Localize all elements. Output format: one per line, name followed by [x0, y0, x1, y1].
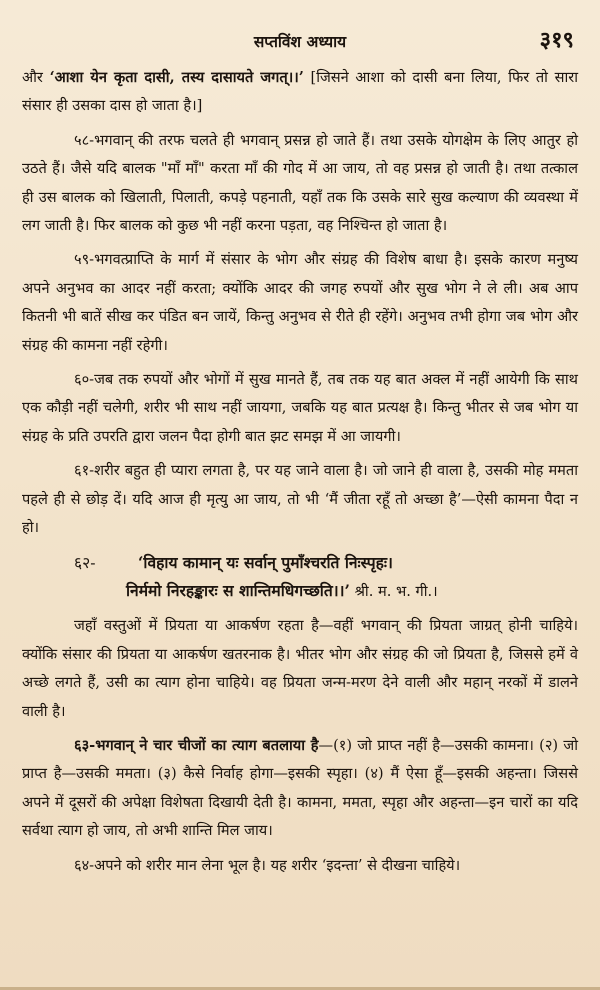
paragraph-63-text: —(१) जो प्राप्त नहीं है—उसकी कामना। (२) जो प्राप्त है—उसकी ममता। (३) कैसे निर्वाह होगा—इसकी स्पृहा। (४) मैं ऐसा हूँ—इसकी अहन्ता। जिससे अपने में दूसरों की अपेक्षा विशेषता दिखायी देती है। कामना, ममता, स्पृहा और अहन्ता—इन चारों का यदि सर्वथा त्याग हो जाय, तो अभी शान्ति मिल जाय। [22, 736, 578, 840]
verse-line-1 [22, 549, 578, 577]
paragraph-63-lead: ६३-भगवान् ने चार चीजों का त्याग बतलाया है [74, 736, 319, 754]
page-number: ३१९ [539, 27, 574, 53]
paragraph-prefix: और [22, 69, 50, 86]
sanskrit-quote: ‘आशा येन कृता दासी, तस्य दासायते जगत्।।’ [49, 69, 304, 86]
paragraph-64: ६४-अपने को शरीर मान लेना भूल है। यह शरीर ‘इदन्ता’ से दीखना चाहिये। [74, 856, 461, 874]
paragraph-number-62: ६२- [74, 553, 96, 572]
verse-reference: श्री. म. भ. गी.। [349, 582, 438, 600]
page-header [22, 27, 578, 64]
paragraph-58: ५८-भगवान् की तरफ चलते ही भगवान् प्रसन्न हो जाते हैं। तथा उसके योगक्षेम के लिए आतुर हो उठते हैं। जैसे यदि बालक "माँ माँ" करता माँ की गोद में आ जाय, तो वह प्रसन्न हो जाती है। तथा तत्काल ही उस बालक को खिलाती, पिलाती, कपड़े पहनाती, यहाँ तक कि उसके सारे सुख कल्याण की व्यवस्था में लग जाती है। फिर बालक को कुछ भी नहीं करना पड़ता, वह निश्चिन्त हो जाता है। [22, 131, 578, 235]
running-title: सप्तविंश अध्याय [253, 32, 347, 51]
paragraph-59: ५९-भगवत्प्राप्ति के मार्ग में संसार के भोग और संग्रह की विशेष बाधा है। इसके कारण मनुष्य अपने अनुभव का आदर नहीं करता; क्योंकि आदर की जगह रुपयों और सुख भोग ने ले ली। अब आप कितनी भी बातें सीख कर पंडित बन जायें, किन्तु अनुभव से रीते ही रहेंगे। अनुभव तभी होगा जब भोग और संग्रह की कामना नहीं रहेगी। [22, 251, 578, 354]
paragraph-60: ६०-जब तक रुपयों और भोगों में सुख मानते हैं, तब तक यह बात अक्ल में नहीं आयेगी कि साथ एक कौड़ी नहीं चलेगी, शरीर भी साथ नहीं जायगा, जबकि यह बात प्रत्यक्ष है। किन्तु भीतर से जब भोग या संग्रह के प्रति उपरति द्वारा जलन पैदा होगी बात झट समझ में आ जायगी। [22, 371, 578, 445]
paragraph-continuation [22, 64, 578, 121]
verse-line-2 [22, 577, 578, 606]
verse-block-62 [22, 549, 578, 607]
paragraph-translation: [जिसने आशा को दासी बना लिया, फिर तो सारा संसार ही उसका दास हो जाता है।] [22, 69, 579, 115]
paragraph-63 [22, 732, 578, 846]
verse-line-1-text: ‘विहाय कामान् यः सर्वान् पुमाँश्चरति निःस्पृहः। [138, 552, 393, 572]
page-body [22, 64, 578, 880]
paragraph-61: ६१-शरीर बहुत ही प्यारा लगता है, पर यह जाने वाला है। जो जाने ही वाला है, उसकी मोह ममता पहले ही से छोड़ दें। यदि आज ही मृत्यु आ जाय, तो भी ‘मैं जीता रहूँ तो अच्छा है’—ऐसी कामना पैदा न हो। [22, 462, 578, 537]
verse-line-2-text: निर्ममो निरहङ्कारः स शान्तिमधिगच्छति।।’ [126, 580, 350, 600]
paragraph-62-commentary: जहाँ वस्तुओं में प्रियता या आकर्षण रहता है—वहीं भगवान् की प्रियता जाग्रत् होनी चाहिये। क्योंकि संसार की प्रियता या आकर्षण खतरनाक है। भीतर भोग और संग्रह की जो प्रियता है, जिससे हमें वे अच्छे लगते हैं, उसी का त्याग होना चाहिये। वह प्रियता जन्म-मरण देने वाली और महान् नरकों में डालने वाली है। [22, 617, 578, 720]
